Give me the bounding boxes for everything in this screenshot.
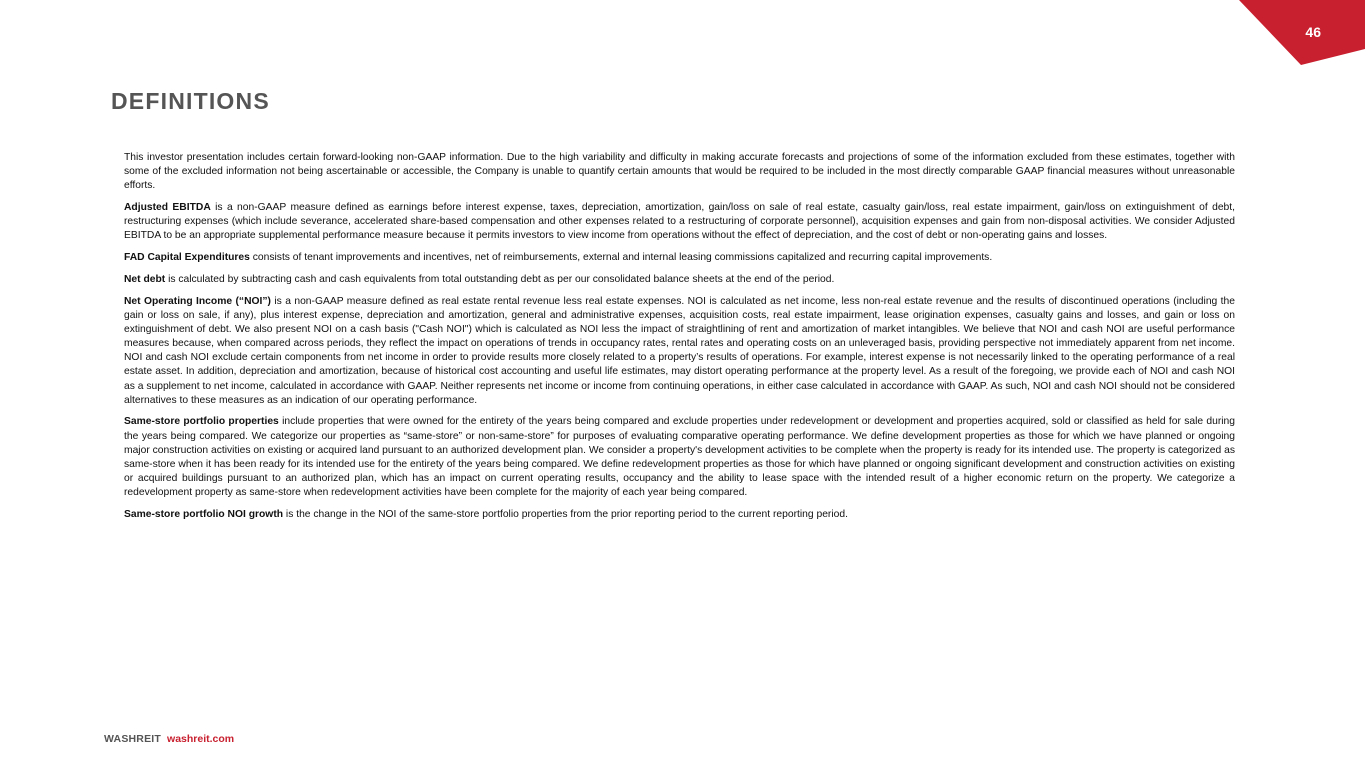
footer-url-link[interactable]: washreit.com bbox=[167, 733, 235, 745]
definition-text: consists of tenant improvements and incentives, net of reimbursements, external and internal leasing commissions capitalized and recurring capital improvements. bbox=[249, 252, 993, 264]
definition-term: Net Operating Income (“NOI”) bbox=[124, 295, 271, 307]
definition-fad-capex bbox=[124, 251, 1235, 265]
definition-noi bbox=[124, 295, 1235, 408]
footer-brand: WASHREIT bbox=[104, 733, 162, 745]
definition-term: Net debt bbox=[124, 274, 166, 286]
page-title: DEFINITIONS bbox=[111, 88, 270, 114]
footer bbox=[104, 733, 234, 745]
definition-text: is calculated by subtracting cash and cash equivalents from total outstanding debt as per our consolidated balance sheets at the end of the period. bbox=[165, 274, 835, 286]
definition-text: is the change in the NOI of the same-store portfolio properties from the prior reporting period to the current reporting period. bbox=[283, 508, 848, 520]
definition-term: Same-store portfolio NOI growth bbox=[124, 508, 284, 520]
corner-banner-shape bbox=[1239, 0, 1365, 66]
definition-same-store-noi-growth bbox=[124, 508, 1235, 522]
definition-term: FAD Capital Expenditures bbox=[124, 252, 250, 264]
definition-term: Adjusted EBITDA bbox=[124, 202, 211, 214]
definition-term: Same-store portfolio properties bbox=[124, 416, 279, 428]
definition-text: is a non-GAAP measure defined as real estate rental revenue less real estate expenses. NOI is calculated as net income, less non-real estate revenue and the results of discontinued operations (including the gain or loss on sale, if any), plus interest expense, depreciation and amortization, general and administrative expenses, acquisition costs, real estate impairment, lease origination expenses, casualty gains and losses, and gain or loss on extinguishment of debt. We also present NOI on a cash basis ("Cash NOI") which is calculated as NOI less the impact of straightlining of rent and amortization of market intangibles. We believe that NOI and cash NOI are useful performance measures because, when compared across periods, they reflect the impact on operations of trends in occupancy rates, rental rates and operating costs on an unleveraged basis, providing perspective not immediately apparent from net income. NOI and cash NOI exclude certain components from net income in order to provide results more closely related to a property’s results of operations. For example, interest expense is not necessarily linked to the operating performance of a real estate asset. In addition, depreciation and amortization, because of historical cost accounting and useful life estimates, may distort operating performance at the property level. As a result of the foregoing, we provide each of NOI and cash NOI as a supplement to net income, calculated in accordance with GAAP. Neither represents net income or income from continuing operations, in either case calculated in accordance with GAAP. As such, NOI and cash NOI should not be considered alternatives to these measures as an indication of our operating performance. bbox=[124, 295, 1235, 406]
page-number: 46 bbox=[1305, 24, 1321, 40]
page-corner-banner bbox=[1239, 0, 1365, 66]
definition-adjusted-ebitda bbox=[124, 201, 1235, 243]
definition-net-debt bbox=[124, 273, 1235, 287]
definition-text: is a non-GAAP measure defined as earnings before interest expense, taxes, depreciation, amortization, gain/loss on sale of real estate, casualty gain/loss, real estate impairment, gain/loss on extinguishment of debt, restructuring expenses (which include severance, accelerated share-based compensation and other expenses related to a restructuring of corporate personnel), acquisition expenses and gain from non-disposal activities. We consider Adjusted EBITDA to be an appropriate supplemental performance measure because it permits investors to view income from operations without the effect of depreciation, and the cost of debt or non-operating gains and losses. bbox=[124, 202, 1235, 242]
definition-same-store-properties bbox=[124, 415, 1235, 500]
definition-text: include properties that were owned for the entirety of the years being compared and exclude properties under redevelopment or development and properties acquired, sold or classified as held for sale during the years being compared. We categorize our properties as “same-store” or non-same-store” for purposes of evaluating comparative operating performance. We define development properties as those for which we have planned or ongoing major construction activities on existing or acquired land pursuant to an authorized development plan. We consider a property's development activities to be complete when the property is ready for its intended use. The property is categorized as same-store when it has been ready for its intended use for the entirety of the years being compared. We define redevelopment properties as those for which have planned or ongoing significant development and construction activities on existing or acquired buildings pursuant to an authorized plan, which has an impact on current operating results, occupancy and the ability to lease space with the intended result of a higher economic return on the property. We categorize a redevelopment property as same-store when redevelopment activities have been complete for the majority of each year being compared. bbox=[124, 416, 1236, 498]
definitions-body bbox=[124, 151, 1235, 530]
intro-paragraph: This investor presentation includes certain forward-looking non-GAAP information. Due to the high variability and difficulty in making accurate forecasts and projections of some of the information excluded from these estimates, together with some of the excluded information not being ascertainable or accessible, the Company is unable to quantify certain amounts that would be required to be included in the most directly comparable GAAP financial measures without unreasonable efforts. bbox=[124, 152, 1235, 192]
